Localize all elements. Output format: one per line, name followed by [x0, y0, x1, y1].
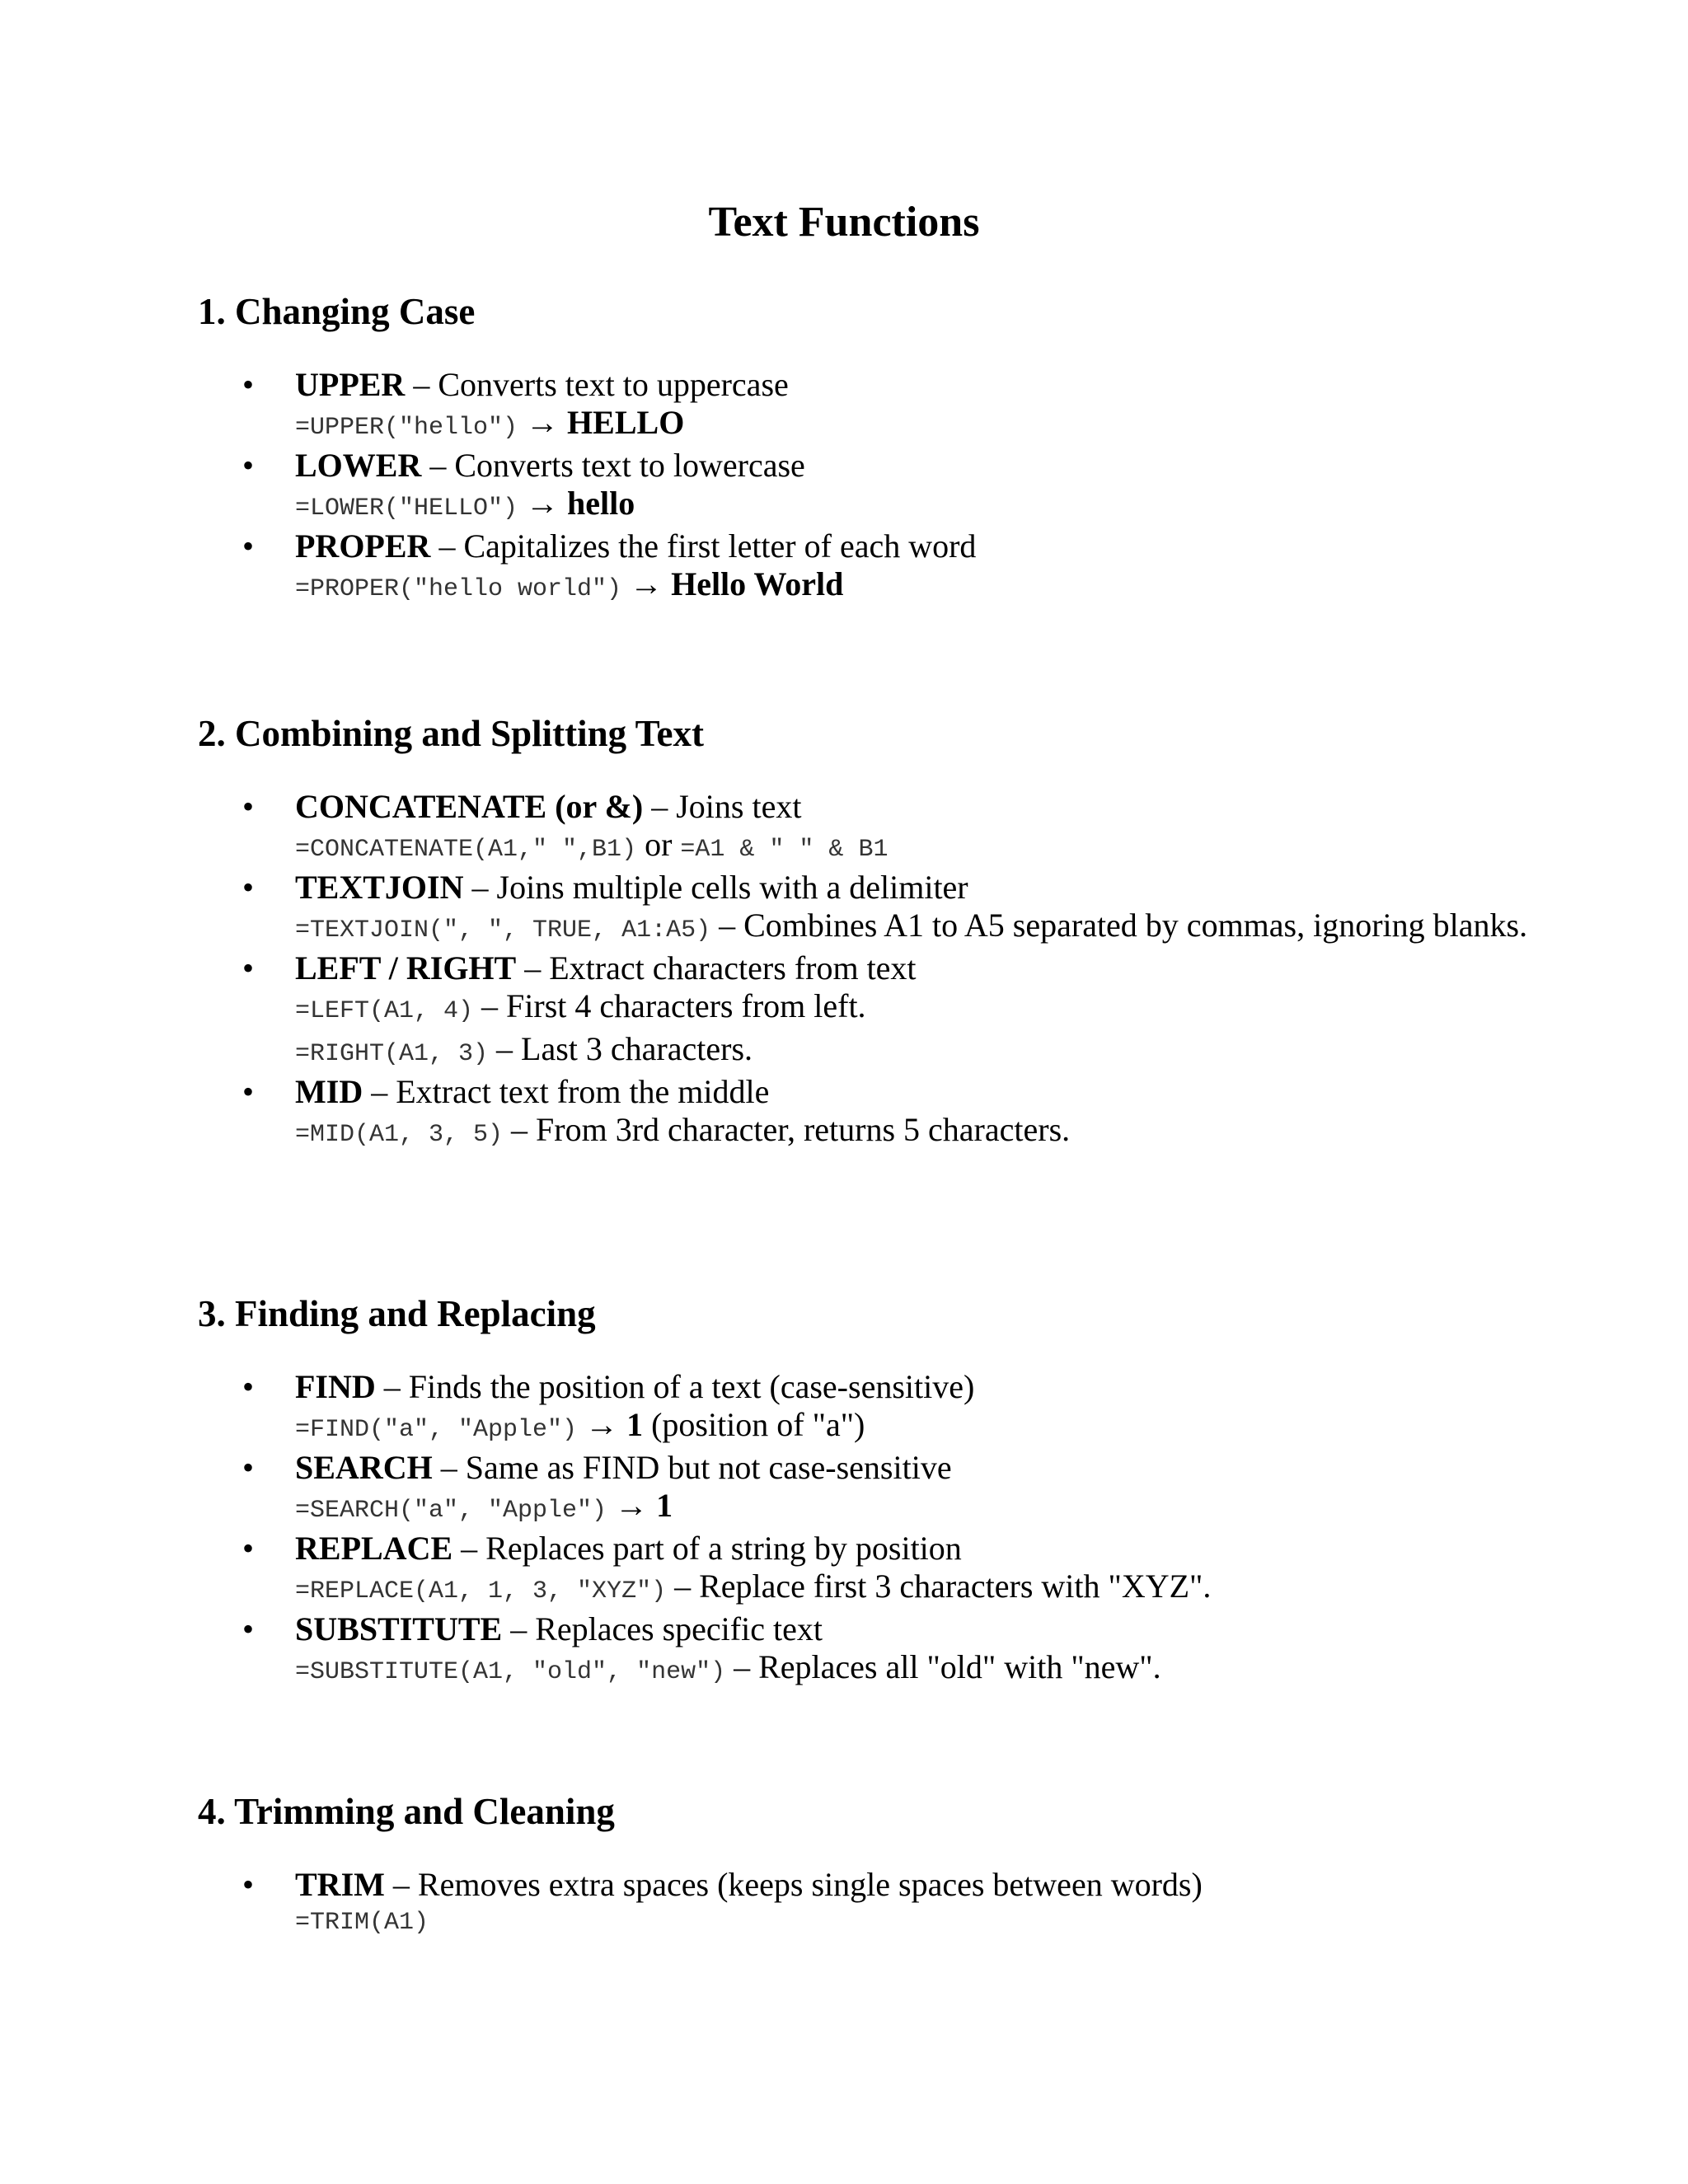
- function-desc: Replaces specific text: [535, 1610, 823, 1647]
- section-heading: 2. Combining and Splitting Text: [198, 713, 704, 754]
- item-desc-row: [295, 869, 1533, 907]
- function-name: SUBSTITUTE: [295, 1610, 503, 1647]
- dash: –: [524, 949, 542, 987]
- section-heading: 1. Changing Case: [198, 291, 476, 332]
- section-finding-replacing: [198, 1291, 1533, 1691]
- list-item-proper: [198, 527, 1533, 608]
- formula-code: =FIND("a", "Apple"): [295, 1416, 578, 1444]
- item-desc-row: [295, 447, 1533, 485]
- item-desc-row: [295, 1073, 1533, 1111]
- function-name: TRIM: [295, 1866, 385, 1903]
- function-desc: Extract text from the middle: [396, 1073, 770, 1110]
- item-example-row: [295, 1904, 1533, 1937]
- formula-code: =TEXTJOIN(", ", TRUE, A1:A5): [295, 916, 711, 944]
- formula-code: =LEFT(A1, 4): [295, 997, 474, 1025]
- arrow-icon: →: [630, 565, 663, 602]
- section-heading: 3. Finding and Replacing: [198, 1293, 596, 1334]
- function-name: FIND: [295, 1368, 376, 1405]
- item-desc-row: [295, 1610, 1533, 1648]
- dash: –: [719, 907, 736, 944]
- function-desc: Extract characters from text: [549, 949, 917, 987]
- dash: –: [496, 1030, 513, 1067]
- bullet-icon: •: [242, 1368, 255, 1405]
- page-title: Text Functions: [708, 199, 980, 246]
- function-desc: Replaces part of a string by position: [485, 1530, 962, 1567]
- formula-code: =PROPER("hello world"): [295, 575, 622, 603]
- bullet-icon: •: [242, 788, 255, 825]
- function-desc: Converts text to uppercase: [438, 366, 789, 403]
- item-example-row: [295, 485, 1533, 527]
- list-item-replace: [198, 1530, 1533, 1610]
- item-example-row: [295, 404, 1533, 447]
- formula-note: First 4 characters from left.: [506, 987, 866, 1024]
- formula-result: Hello World: [671, 565, 844, 602]
- bullet-icon: •: [242, 447, 255, 484]
- dash: –: [511, 1111, 528, 1148]
- item-desc-row: [295, 949, 1533, 987]
- formula-code: =SUBSTITUTE(A1, "old", "new"): [295, 1658, 726, 1686]
- list-item-concatenate: [198, 788, 1533, 869]
- formula-code-alt: =RIGHT(A1, 3): [295, 1040, 489, 1068]
- formula-note: Replaces all "old" with "new".: [758, 1648, 1161, 1685]
- item-desc-row: [295, 527, 1533, 565]
- bullet-icon: •: [242, 949, 255, 987]
- item-desc-row: [295, 1530, 1533, 1568]
- bullet-icon: •: [242, 1073, 255, 1110]
- dash: –: [461, 1530, 478, 1567]
- formula-code: =TRIM(A1): [295, 1909, 429, 1937]
- function-name: LEFT / RIGHT: [295, 949, 517, 987]
- item-desc-row: [295, 1368, 1533, 1406]
- list-item-substitute: [198, 1610, 1533, 1691]
- formula-result: 1: [656, 1487, 673, 1524]
- formula-note-alt: Last 3 characters.: [521, 1030, 753, 1067]
- dash: –: [440, 1449, 457, 1486]
- item-example-row: [295, 1111, 1533, 1154]
- item-desc-row: [295, 366, 1533, 404]
- function-list: [198, 366, 1533, 608]
- arrow-icon: →: [585, 1406, 619, 1443]
- bullet-icon: •: [242, 366, 255, 403]
- formula-note: From 3rd character, returns 5 characters.: [536, 1111, 1071, 1148]
- item-desc-row: [295, 1449, 1533, 1487]
- function-name: PROPER: [295, 527, 431, 565]
- item-example-row: [295, 565, 1533, 608]
- function-desc: Same as FIND but not case-sensitive: [465, 1449, 952, 1486]
- formula-note: Replace first 3 characters with "XYZ".: [699, 1568, 1212, 1605]
- item-example-row: [295, 826, 1533, 869]
- function-name: LOWER: [295, 447, 422, 484]
- function-desc: Joins text: [676, 788, 802, 825]
- formula-result: 1: [626, 1406, 644, 1443]
- arrow-icon: →: [615, 1487, 649, 1524]
- list-item-mid: [198, 1073, 1533, 1154]
- arrow-icon: →: [526, 485, 560, 522]
- bullet-icon: •: [242, 527, 255, 565]
- function-desc: Joins multiple cells with a delimiter: [496, 869, 968, 906]
- item-example-row: [295, 1648, 1533, 1691]
- dash: –: [392, 1866, 410, 1903]
- formula-code: =LOWER("HELLO"): [295, 494, 518, 523]
- dash: –: [674, 1568, 692, 1605]
- function-desc: Removes extra spaces (keeps single spaces between words): [417, 1866, 1203, 1903]
- formula-result: HELLO: [567, 404, 685, 441]
- formula-code: =REPLACE(A1, 1, 3, "XYZ"): [295, 1577, 667, 1605]
- dash: –: [651, 788, 668, 825]
- function-name: REPLACE: [295, 1530, 453, 1567]
- or-text: or: [645, 826, 673, 863]
- formula-code: =SEARCH("a", "Apple"): [295, 1497, 607, 1525]
- dash: –: [429, 447, 447, 484]
- item-example-row: [295, 1030, 1533, 1073]
- section-combining-splitting: [198, 710, 1533, 1154]
- bullet-icon: •: [242, 1610, 255, 1647]
- dash: –: [413, 366, 430, 403]
- section-heading: 4. Trimming and Cleaning: [198, 1791, 615, 1832]
- function-name: CONCATENATE (or &): [295, 788, 644, 825]
- function-desc: Converts text to lowercase: [454, 447, 805, 484]
- dash: –: [481, 987, 499, 1024]
- formula-code: =MID(A1, 3, 5): [295, 1121, 504, 1149]
- bullet-icon: •: [242, 1530, 255, 1567]
- formula-after: (position of "a"): [651, 1406, 865, 1443]
- list-item-upper: [198, 366, 1533, 447]
- function-list: [198, 1368, 1533, 1691]
- formula-result: hello: [567, 485, 635, 522]
- dash: –: [471, 869, 489, 906]
- list-item-left-right: [198, 949, 1533, 1073]
- formula-code-alt: =A1 & " " & B1: [680, 836, 889, 864]
- formula-code: =CONCATENATE(A1," ",B1): [295, 836, 637, 864]
- function-name: TEXTJOIN: [295, 869, 464, 906]
- section-trimming-cleaning: [198, 1788, 1533, 1937]
- formula-note: Combines A1 to A5 separated by commas, ignoring blanks.: [743, 907, 1528, 944]
- section-changing-case: [198, 288, 1533, 608]
- dash: –: [734, 1648, 751, 1685]
- item-desc-row: [295, 788, 1533, 826]
- function-desc: Finds the position of a text (case-sensitive): [408, 1368, 975, 1405]
- bullet-icon: •: [242, 869, 255, 906]
- bullet-icon: •: [242, 1449, 255, 1486]
- function-name: SEARCH: [295, 1449, 433, 1486]
- list-item-find: [198, 1368, 1533, 1449]
- function-name: UPPER: [295, 366, 406, 403]
- formula-code: =UPPER("hello"): [295, 414, 518, 442]
- item-example-row: [295, 1406, 1533, 1449]
- bullet-icon: •: [242, 1866, 255, 1903]
- item-example-row: [295, 907, 1533, 949]
- arrow-icon: →: [526, 404, 560, 441]
- dash: –: [371, 1073, 388, 1110]
- item-desc-row: [295, 1866, 1533, 1904]
- function-list: [198, 1866, 1533, 1937]
- dash: –: [383, 1368, 401, 1405]
- dash: –: [510, 1610, 528, 1647]
- item-example-row: [295, 1568, 1533, 1610]
- list-item-trim: [198, 1866, 1533, 1937]
- list-item-lower: [198, 447, 1533, 527]
- item-example-row: [295, 987, 1533, 1030]
- list-item-search: [198, 1449, 1533, 1530]
- item-example-row: [295, 1487, 1533, 1530]
- function-name: MID: [295, 1073, 363, 1110]
- function-list: [198, 788, 1533, 1154]
- function-desc: Capitalizes the first letter of each word: [463, 527, 977, 565]
- dash: –: [438, 527, 456, 565]
- list-item-textjoin: [198, 869, 1533, 949]
